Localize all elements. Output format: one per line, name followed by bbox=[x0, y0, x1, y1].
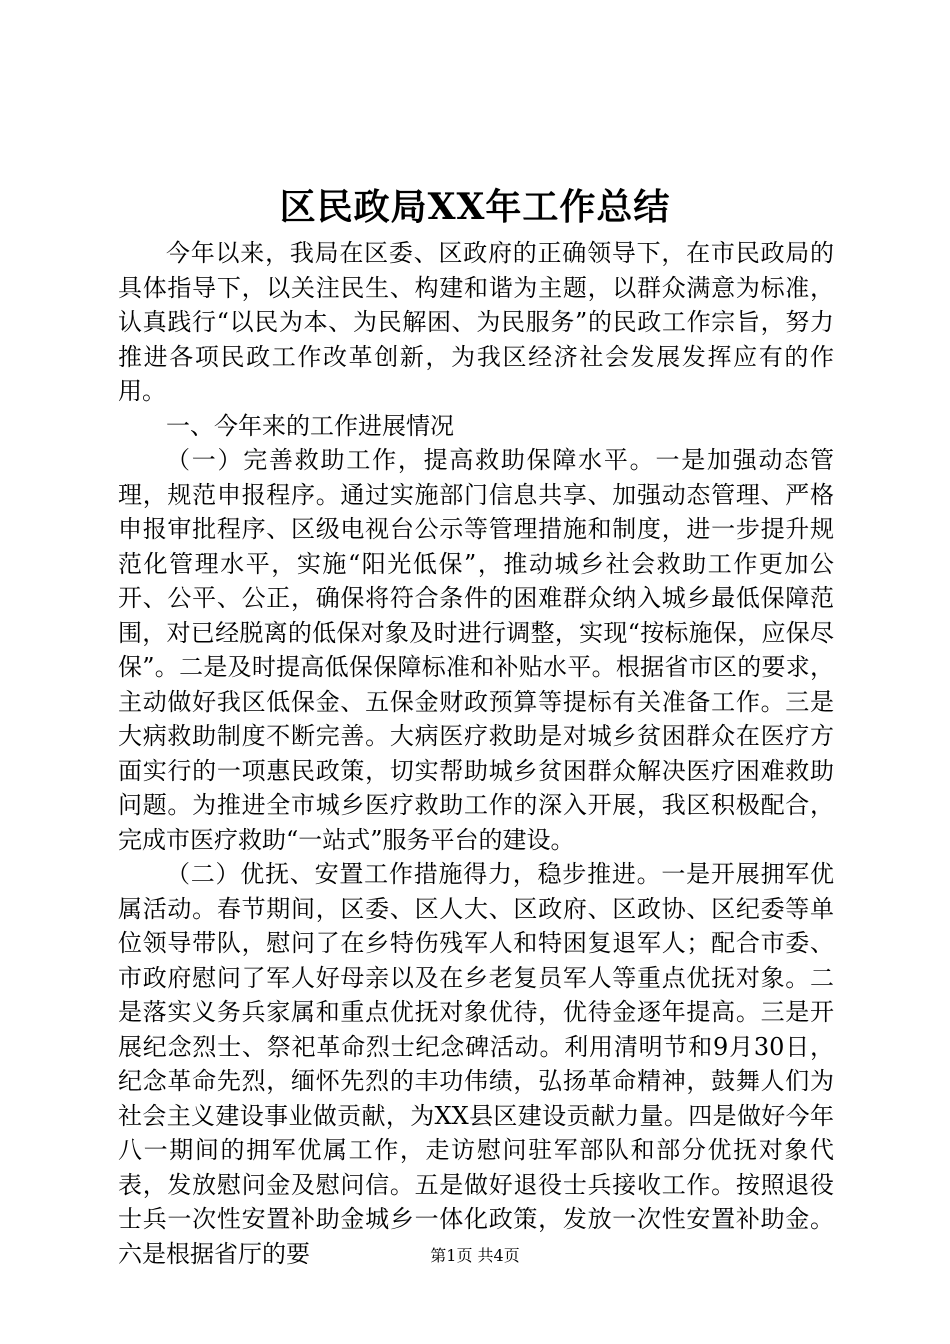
intro-paragraph: 今年以来，我局在区委、区政府的正确领导下，在市民政局的具体指导下，以关注民生、构建和谐为主题，以群众满意为标准，认真践行“以民为本、为民解困、为民服务”的民政工作宗旨，努力推进各项民政工作改革创新，为我区经济社会发展发挥应有的作用。 bbox=[118, 239, 834, 405]
section-1-paragraph: （一）完善救助工作，提高救助保障水平。一是加强动态管理，规范申报程序。通过实施部门信息共享、加强动态管理、严格申报审批程序、区级电视台公示等管理措施和制度，进一步提升规范化管理水平，实施“阳光低保”，推动城乡社会救助工作更加公开、公平、公正，确保将符合条件的困难群众纳入城乡最低保障范围，对已经脱离的低保对象及时进行调整，实现“按标施保，应保尽保”。二是及时提高低保保障标准和补贴水平。根据省市区的要求，主动做好我区低保金、五保金财政预算等提标有关准备工作。三是大病救助制度不断完善。大病医疗救助是对城乡贫困群众在医疗方面实行的一项惠民政策，切实帮助城乡贫困群众解决医疗困难救助问题。为推进全市城乡医疗救助工作的深入开展，我区积极配合，完成市医疗救助“一站式”服务平台的建设。 bbox=[118, 446, 834, 854]
page-number-footer: 第1页 共4页 bbox=[430, 1246, 520, 1265]
document-body bbox=[118, 236, 834, 1271]
document-title: 区民政局XX年工作总结 bbox=[279, 186, 671, 228]
section-heading: 一、今年来的工作进展情况 bbox=[166, 411, 454, 440]
section-2-paragraph: （二）优抚、安置工作措施得力，稳步推进。一是开展拥军优属活动。春节期间，区委、区人大、区政府、区政协、区纪委等单位领导带队，慰问了在乡特伤残军人和特困复退军人；配合市委、市政府慰问了军人好母亲以及在乡老复员军人等重点优抚对象。二是落实义务兵家属和重点优抚对象优待，优待金逐年提高。三是开展纪念烈士、祭祀革命烈士纪念碑活动。利用清明节和9月30日，纪念革命先烈，缅怀先烈的丰功伟绩，弘扬革命精神，鼓舞人们为社会主义建设事业做贡献，为XX县区建设贡献力量。四是做好今年八一期间的拥军优属工作，走访慰问驻军部队和部分优抚对象代表，发放慰问金及慰问信。五是做好退役士兵接收工作。按照退役士兵一次性安置补助金城乡一体化政策，发放一次性安置补助金。六是根据省厅的要 bbox=[118, 860, 834, 1268]
